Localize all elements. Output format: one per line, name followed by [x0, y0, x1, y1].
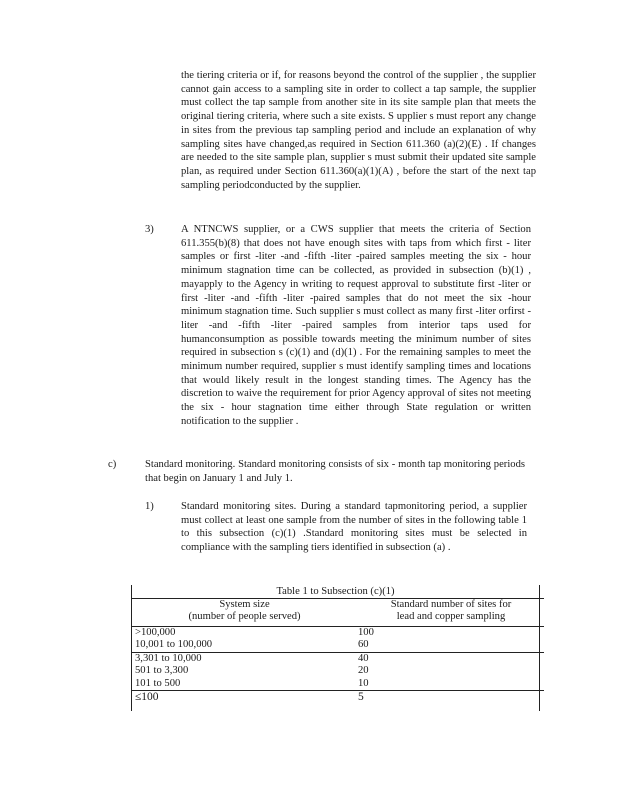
- paragraph-continuation: the tiering criteria or if, for reasons beyond the control of the supplier , the supplier cannot gain access to a sampling site in order to collect a tap sample, the supplier must collect the tap sample from another site in its site sample plan that meets the original tiering criteria, where such a site exists. S upplier s must report any change in sites from the previous tap sampling period and include an explanation of why sampling sites have changed,as required in Section 611.360 (a)(2)(E) . If changes are needed to the site sample plan, supplier s must submit their updated site sample plan, as required under Section 611.360(a)(1)(A) , before the start of the next tap sampling periodconducted by the supplier.: [181, 70, 536, 191]
- row-size: 501 to 3,300: [135, 665, 189, 677]
- table-header-row: [131, 599, 544, 627]
- row-size: 10,001 to 100,000: [131, 639, 354, 652]
- row-sites: 20: [358, 665, 369, 677]
- table-row: [131, 627, 544, 640]
- header-col2-line1: Standard number of sites for: [390, 599, 512, 610]
- header-system-size: [131, 599, 354, 627]
- row-sites: 60: [354, 639, 544, 652]
- table-row: [131, 678, 544, 691]
- item-3-text: A NTNCWS supplier, or a CWS supplier that meets the criteria of Section 611.355(b)(8) that does not have enough sites with taps from which first - liter samples or first -liter -and -fifth -liter -paired samples meeting the six - hour minimum stagnation time can be collected, as provided in subsection (b)(1) , mayapply to the Agency in writing to request approval to substitute first -liter or first -liter -and -fifth -liter -paired samples that do not meet the six -hour minimum stagnation time. Such supplier s must collect as many first -liter orfirst - liter -and -fifth -liter -paired samples from interior taps used for humanconsumption as possible towards meeting the minimum number of sites required in subsection s (c)(1) and (d)(1) . For the remaining samples to meet the minimum number required, supplier s must identify sampling times and locations that would likely result in the longest standing times. The Agency has the discretion to waive the requirement for prior Agency approval of sites not meeting the six - hour stagnation time either through State regulation or written notification to the supplier .: [181, 224, 531, 427]
- row-size: >100,000: [135, 627, 176, 638]
- row-sites: 10: [354, 678, 544, 691]
- sites-table: [131, 585, 540, 703]
- row-sites: 100: [358, 627, 374, 638]
- table-row: [131, 665, 544, 677]
- item-marker-3: 3): [145, 224, 154, 235]
- header-col1-line1: System size: [219, 599, 270, 610]
- header-col2-line2: lead and copper sampling: [396, 611, 506, 623]
- section-marker-c: c): [108, 459, 117, 470]
- header-col1-line2: (number of people served): [188, 611, 301, 623]
- table-row: [131, 652, 544, 665]
- item-1-text: Standard monitoring sites. During a standard tapmonitoring period, a supplier must collect at least one sample from the number of sites in the following table 1 to this subsection (c)(1) .Standard monitoring sites must be selected in compliance with the sampling tiers identified in subsection (a) .: [181, 501, 527, 554]
- table-row: [131, 639, 544, 652]
- row-size: 101 to 500: [131, 678, 354, 691]
- table-left-border: [131, 585, 132, 711]
- item-marker-1: 1): [145, 501, 154, 512]
- row-size: ≤100: [135, 691, 159, 704]
- row-size: 3,301 to 10,000: [135, 652, 202, 664]
- header-sites: [354, 599, 544, 627]
- sites-table-grid: [131, 598, 544, 703]
- table-right-border: [539, 585, 540, 711]
- row-sites: 40: [358, 652, 369, 664]
- table-row: [131, 691, 544, 704]
- section-c-text: Standard monitoring. Standard monitoring consists of six - month tap monitoring periods that begin on January 1 and July 1.: [145, 459, 525, 484]
- table-caption: Table 1 to Subsection (c)(1): [276, 586, 395, 597]
- row-sites: 5: [358, 691, 364, 704]
